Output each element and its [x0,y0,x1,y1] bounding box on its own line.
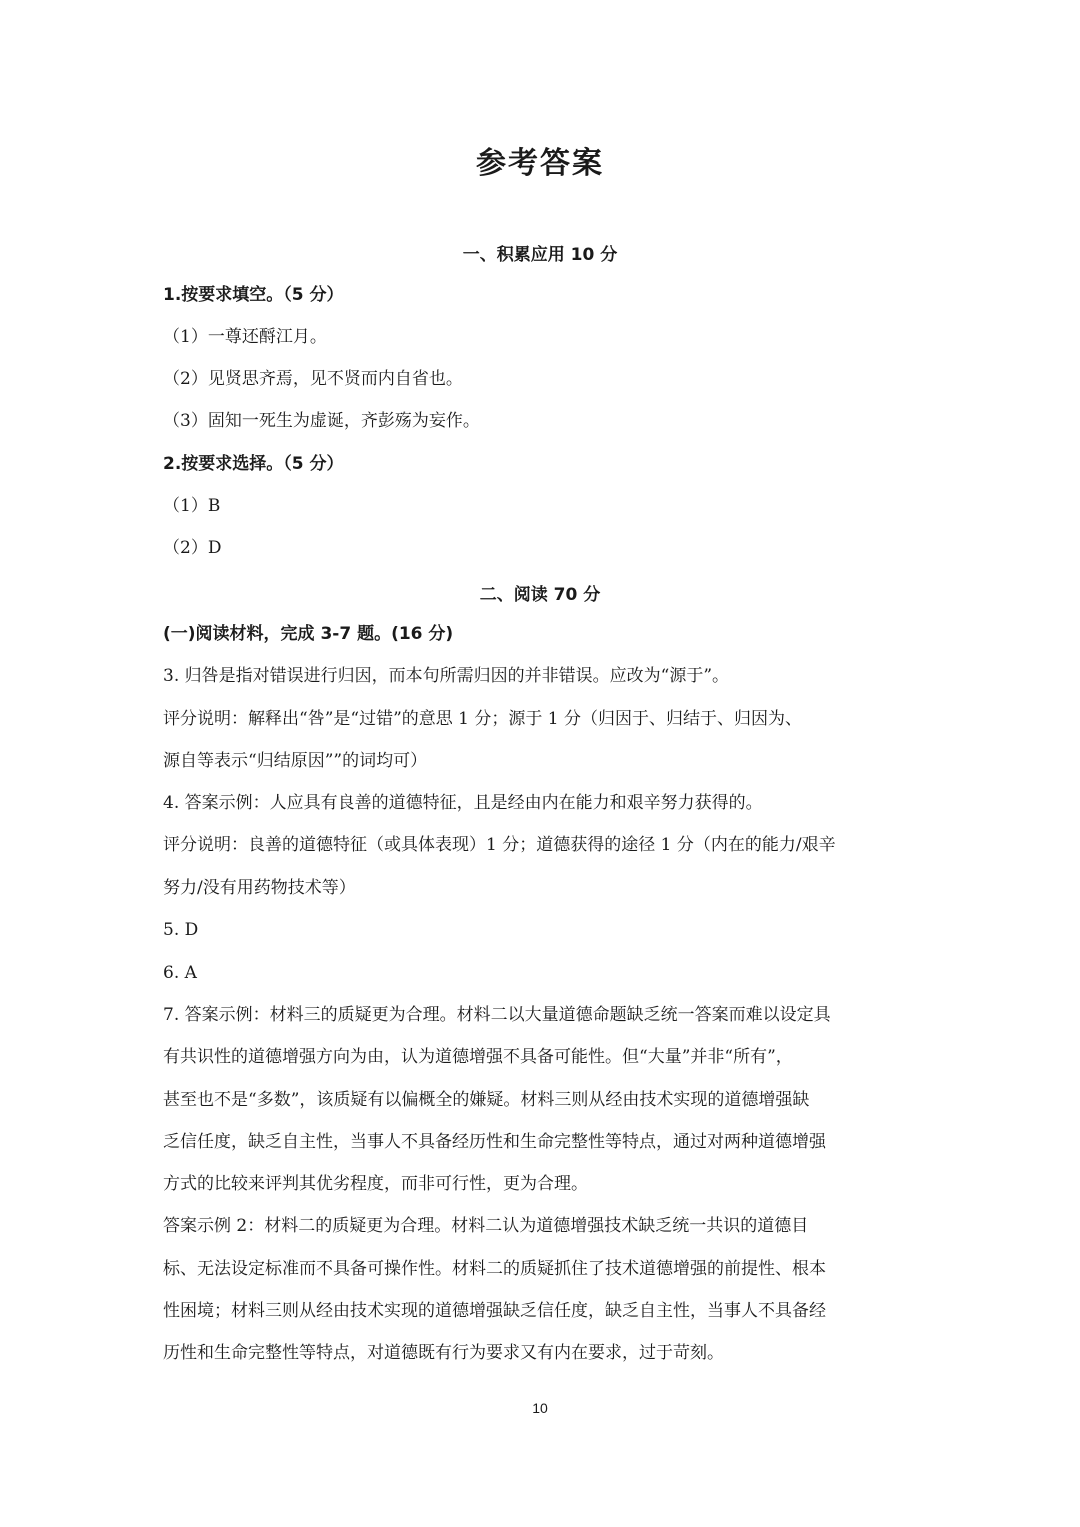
answer-line: 方式的比较来评判其优劣程度，而非可行性，更为合理。 [163,1174,588,1194]
subsection-1-heading: (一)阅读材料，完成 3-7 题。(16 分) [163,624,454,644]
answer-line: 3. 归咎是指对错误进行归因，而本句所需归因的并非错误。应改为“源于”。 [163,666,730,686]
answer-line: 源自等表示“归结原因””的词均可） [163,751,428,771]
question-1-heading: 1.按要求填空。（5 分） [163,285,344,305]
question-2-heading: 2.按要求选择。（5 分） [163,454,344,474]
answer-line: （2）见贤思齐焉，见不贤而内自省也。 [163,369,463,389]
answer-line: （2）D [163,538,222,558]
answer-line: 7. 答案示例：材料三的质疑更为合理。材料二以大量道德命题缺乏统一答案而难以设定具 [163,1005,831,1025]
answer-line: 努力/没有用药物技术等） [163,878,356,898]
answer-line: 乏信任度，缺乏自主性，当事人不具备经历性和生命完整性等特点，通过对两种道德增强 [163,1132,826,1152]
section-2-heading: 二、阅读 70 分 [479,585,601,605]
answer-line: 评分说明：解释出“咎”是“过错”的意思 1 分；源于 1 分（归因于、归结于、归因为、 [163,709,803,729]
section-1-heading: 一、积累应用 10 分 [462,245,618,265]
answer-line: 5. D [163,920,199,940]
page-number: 10 [532,1400,548,1416]
answer-line: 历性和生命完整性等特点，对道德既有行为要求又有内在要求，过于苛刻。 [163,1343,724,1363]
answer-line: 标、无法设定标准而不具备可操作性。材料二的质疑抓住了技术道德增强的前提性、根本 [163,1259,826,1279]
answer-line: 6. A [163,963,197,983]
page-title: 参考答案 [476,146,604,181]
answer-line: 评分说明：良善的道德特征（或具体表现）1 分；道德获得的途径 1 分（内在的能力/艰辛 [163,835,836,855]
answer-line: （1）一尊还酹江月。 [163,327,327,347]
answer-line: 性困境；材料三则从经由技术实现的道德增强缺乏信任度，缺乏自主性，当事人不具备经 [163,1301,826,1321]
answer-line: 4. 答案示例：人应具有良善的道德特征，且是经由内在能力和艰辛努力获得的。 [163,793,763,813]
answer-line: （1）B [163,496,221,516]
answer-line: 答案示例 2：材料二的质疑更为合理。材料二认为道德增强技术缺乏统一共识的道德目 [163,1216,809,1236]
answer-line: （3）固知一死生为虚诞，齐彭殇为妄作。 [163,411,480,431]
answer-line: 甚至也不是“多数”，该质疑有以偏概全的嫌疑。材料三则从经由技术实现的道德增强缺 [163,1090,810,1110]
answer-line: 有共识性的道德增强方向为由，认为道德增强不具备可能性。但“大量”并非“所有”， [163,1047,793,1067]
